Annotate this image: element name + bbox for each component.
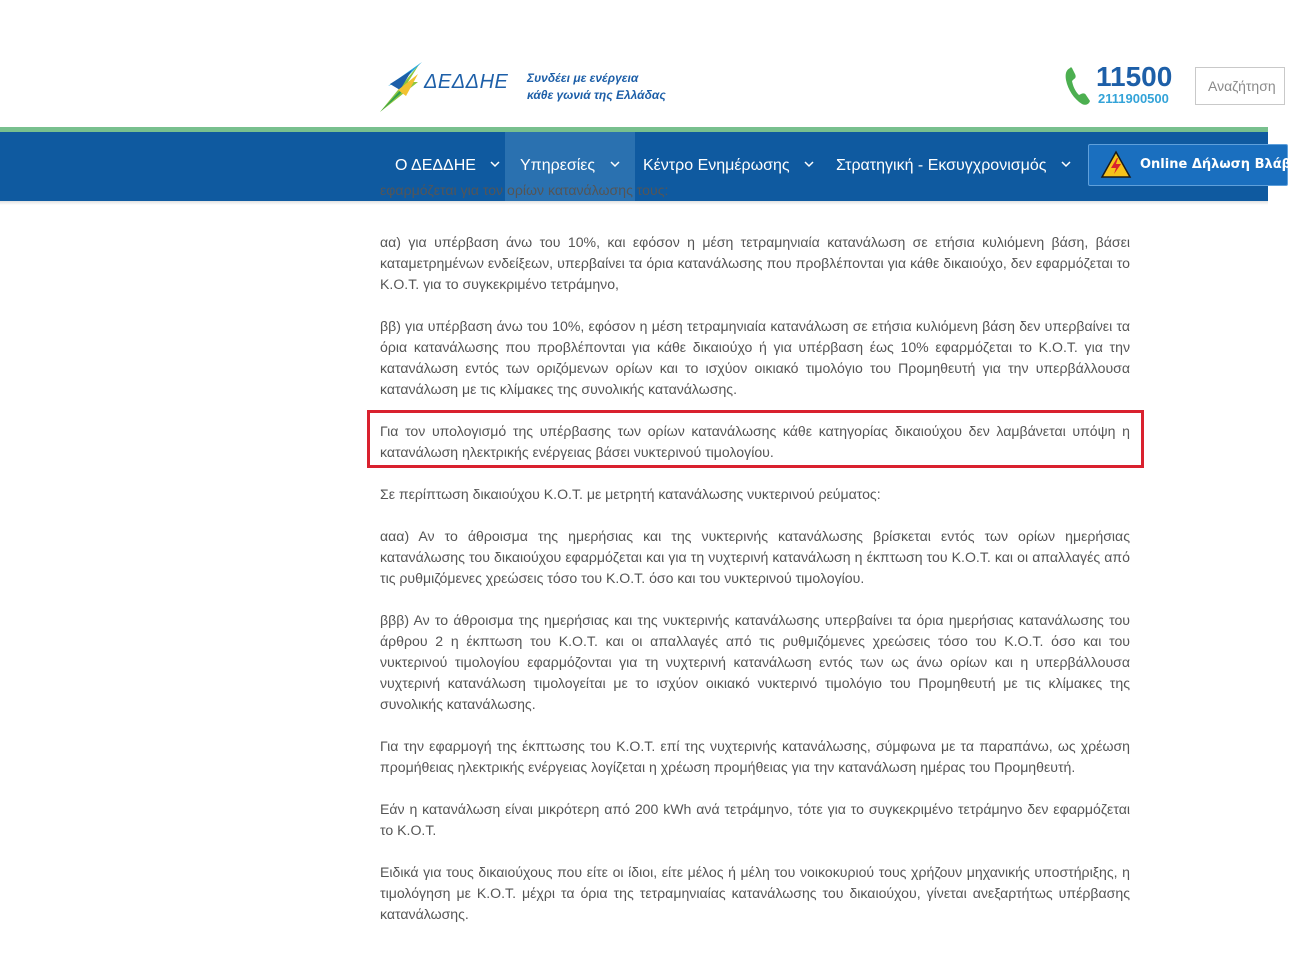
phone-block[interactable] — [1064, 62, 1194, 110]
deddie-logo-icon — [378, 60, 424, 114]
paragraph-mechanical-support: Ειδικά για τους δικαιούχους που είτε οι ίδιοι, είτε μέλος ή μέλη του νοικοκυριού τους χρήζουν μηχανικής υποστήριξης, η τιμολόγηση με Κ.Ο.Τ. μέχρι τα όρια της τετραμηνιαίας κατανάλωσης του δικαιούχου, γίνεται ανεξαρτήτως υπέρβασης κατανάλωσης. — [380, 864, 1130, 922]
paragraph-aa: αα) για υπέρβαση άνω του 10%, και εφόσον η μέση τετραμηνιαία κατανάλωση σε ετήσια κυλιόμενη βάση, βάσει καταμετρημένων ενδείξεων, υπερβαίνει τα όρια κατανάλωσης που προβλέπονται για κάθε δικαιούχο, δεν εφαρμόζεται το Κ.Ο.Τ. για το συγκεκριμένο τετράμηνο, — [380, 234, 1130, 292]
lightning-warning-icon — [1101, 151, 1131, 179]
nav-item-label: Κέντρο Ενημέρωσης — [643, 157, 790, 174]
chevron-down-icon — [1061, 161, 1071, 167]
partial-text: εφαρμόζεται για τον ορίων κατανάλωσης τους: — [380, 182, 669, 198]
search-input[interactable] — [1195, 67, 1285, 105]
chevron-down-icon — [610, 161, 620, 167]
tagline — [527, 70, 666, 104]
online-fault-report-label: Online Δήλωση Βλάβης — [1140, 157, 1308, 172]
phone-number-alt: 2111900500 — [1098, 91, 1169, 106]
scrolled-partial-line — [380, 182, 1130, 201]
nav-shadow — [0, 201, 1268, 205]
paragraph-min-consumption: Εάν η κατανάλωση είναι μικρότερη από 200 kWh ανά τετράμηνο, τότε για το συγκεκριμένο τετράμηνο δεν εφαρμόζεται το Κ.Ο.Τ. — [380, 801, 1130, 838]
nav-item-label: Ο ΔΕΔΔΗΕ — [395, 157, 476, 174]
phone-icon — [1064, 66, 1092, 106]
nav-item-label: Υπηρεσίες — [520, 157, 596, 174]
chevron-down-icon — [804, 161, 814, 167]
paragraph-night-tariff-note: Για τον υπολογισμό της υπέρβασης των ορίων κατανάλωσης κάθε κατηγορίας δικαιούχου δεν λαμβάνεται υπόψη η κατανάλωση ηλεκτρικής ενέργειας βάσει νυκτερινού τιμολογίου. — [380, 423, 1130, 460]
tagline-line-2: κάθε γωνιά της Ελλάδας — [527, 88, 666, 102]
paragraph-bb: ββ) για υπέρβαση άνω του 10%, εφόσον η μέση τετραμηνιαία κατανάλωση σε ετήσια κυλιόμενη βάση δεν υπερβαίνει τα όρια κατανάλωσης που προβλέπονται για κάθε δικαιούχο ή για υπέρβαση έως 10% εφαρμόζεται το Κ.Ο.Τ. για την κατανάλωση εντός των οριζόμενων ορίων και το ισχύον οικιακό τιμολόγιο του Προμηθευτή για την υπερβάλλουσα κατανάλωση με τις κλίμακες της συνολικής κατανάλωσης. — [380, 318, 1130, 397]
tagline-line-1: Συνδέει με ενέργεια — [527, 71, 639, 85]
phone-number-main: 11500 — [1096, 61, 1173, 92]
nav-item-label: Στρατηγική - Εκσυγχρονισμός — [836, 157, 1047, 174]
highlight-annotation-box — [367, 410, 1144, 468]
paragraph-night-meter-intro: Σε περίπτωση δικαιούχου Κ.Ο.Τ. με μετρητή κατανάλωσης νυκτερινού ρεύματος: — [380, 486, 881, 502]
paragraph-night-discount: Για την εφαρμογή της έκπτωσης του Κ.Ο.Τ. επί της νυχτερινής κατανάλωσης, σύμφωνα με τα παραπάνω, ως χρέωση προμήθειας ηλεκτρικής ενέργειας λογίζεται η χρέωση προμήθειας για την κατανάλωση ημέρας του Προμηθευτή. — [380, 738, 1130, 775]
logo-link[interactable] — [378, 60, 668, 114]
paragraph-aaa: ααα) Αν το άθροισμα της ημερήσιας και της νυκτερινής κατανάλωσης βρίσκεται εντός των ορίων ημερήσιας κατανάλωσης του δικαιούχου εφαρμόζεται και για τη νυχτερινή κατανάλωση η έκπτωση του Κ.Ο.Τ. και οι απαλλαγές από τις ρυθμιζόμενες χρεώσεις τόσο του Κ.Ο.Τ. όσο και του νυκτερινού τιμολογίου. — [380, 528, 1130, 586]
chevron-down-icon — [490, 161, 500, 167]
article-body — [380, 232, 1130, 946]
logo-text: ΔΕΔΔΗΕ — [424, 71, 509, 93]
paragraph-bbb: βββ) Αν το άθροισμα της ημερήσιας και της νυκτερινής κατανάλωσης υπερβαίνει τα όρια ημερήσιας κατανάλωσης του άρθρου 2 η έκπτωση του Κ.Ο.Τ. και οι απαλλαγές από τις ρυθμιζόμενες χρεώσεις τόσο του Κ.Ο.Τ. όσο και του νυκτερινού τιμολογίου εφαρμόζονται για τη νυχτερινή κατανάλωση εντός των ως άνω ορίων και η υπερβάλλουσα νυχτερινή κατανάλωση τιμολογείται με το ισχύον οικιακό νυκτερινό τιμολόγιο του Προμηθευτή με τις κλίμακες της συνολικής κατανάλωσης. — [380, 612, 1130, 712]
site-header — [0, 0, 1268, 128]
